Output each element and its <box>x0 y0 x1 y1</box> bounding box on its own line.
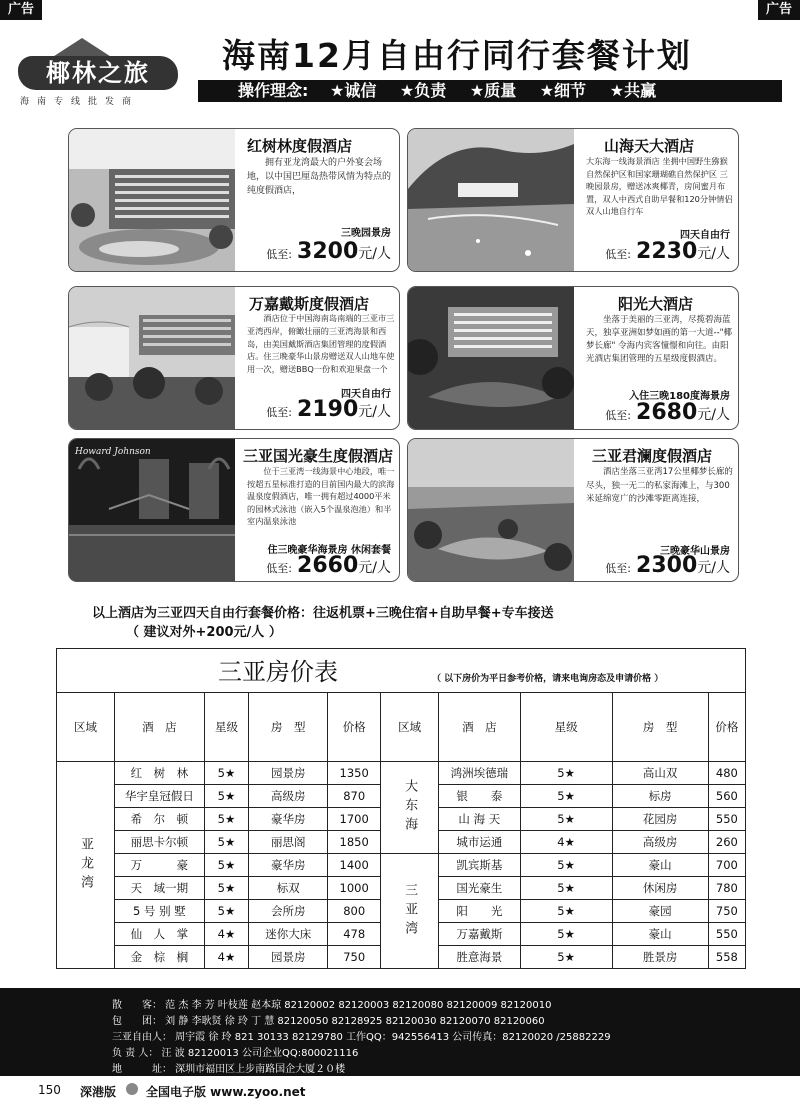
hotel-name: 阳光大酒店 <box>618 295 694 313</box>
logo-subtitle: 海南专线批发商 <box>20 97 140 107</box>
hotel-room: 入住三晚180度海景房 <box>629 391 730 402</box>
hotel-desc: 坐落于美丽的三亚湾，尽揽碧海蓝天，独享亚洲如梦如画的第一大道--"椰梦长廊" 令海内宾客憧憬和向往。由阳光酒店集团管理的五星级度假酒店。 <box>586 315 733 364</box>
hotel-name: 三亚国光豪生度假酒店 <box>243 447 394 465</box>
price-cell: 1350 <box>328 762 381 785</box>
edition-label: 深港版 <box>80 1085 117 1099</box>
hotel-desc: 酒店坐落三亚湾17公里椰梦长廊的尽头，独一无二的私家海滩上，与300米延绵宽广的沙滩零距离连接， <box>586 467 733 504</box>
hotel-info <box>578 129 736 271</box>
hotel-room: 三晚园景房 <box>341 228 391 239</box>
hotel-cell: 国光豪生 <box>439 877 521 900</box>
price-prefix: 低至: <box>605 248 631 261</box>
hotel-card[interactable] <box>407 286 739 430</box>
hotel-price <box>605 400 730 425</box>
hotel-cell: 天 域一期 <box>115 877 205 900</box>
hotel-info <box>239 287 397 429</box>
hotel-price <box>605 239 730 264</box>
room-cell: 高山双 <box>612 762 708 785</box>
hotel-price <box>266 239 391 264</box>
room-cell: 豪华房 <box>249 854 328 877</box>
hotel-cell: 凯宾斯基 <box>439 854 521 877</box>
star-cell: 5★ <box>520 877 612 900</box>
price-cell: 1400 <box>328 854 381 877</box>
contact-line: 地 址： 深圳市福田区上步南路国企大厦２０楼 <box>112 1064 346 1075</box>
price-prefix: 低至: <box>266 562 292 575</box>
star-cell: 5★ <box>204 877 249 900</box>
hotel-card[interactable] <box>68 128 400 272</box>
hotel-photo <box>69 287 235 429</box>
contact-line: 负 责 人： 汪 波 82120013 公司企业QQ:800021116 <box>112 1048 359 1059</box>
hotel-card[interactable] <box>68 438 400 582</box>
room-cell: 园景房 <box>249 946 328 969</box>
hotel-card[interactable] <box>68 286 400 430</box>
price-cell: 1700 <box>328 808 381 831</box>
star-cell: 5★ <box>520 808 612 831</box>
contact-footer <box>0 988 800 1076</box>
price-cell: 800 <box>328 900 381 923</box>
hotel-desc: 拥有亚龙湾最大的户外宴会场地，以中国巴厘岛热带风情为特点的纯度假酒店， <box>247 158 392 196</box>
price-value: 2660 <box>297 553 359 578</box>
star-cell: 5★ <box>204 900 249 923</box>
col-header: 区域 <box>57 693 115 762</box>
hotel-cell: 5 号 别 墅 <box>115 900 205 923</box>
contact-line: 三亚自由人： 周宇霞 徐 玲 821 30133 82129780 工作QQ：942556413 公司传真：82120020 /25882229 <box>112 1032 611 1043</box>
hotel-cell: 丽思卡尔顿 <box>115 831 205 854</box>
slogan-item: ★诚信 <box>329 81 377 100</box>
slogan-item: ★共赢 <box>609 81 657 100</box>
hotel-cell: 鸿洲埃德瑞 <box>439 762 521 785</box>
hotel-info <box>578 287 736 429</box>
col-header: 区域 <box>381 693 439 762</box>
hotel-cell: 胜意海景 <box>439 946 521 969</box>
slogan-bar <box>198 80 782 102</box>
price-unit: 元/人 <box>358 560 391 576</box>
price-value: 2300 <box>636 553 698 578</box>
room-cell: 胜景房 <box>612 946 708 969</box>
hotel-info <box>239 129 397 271</box>
price-cell: 870 <box>328 785 381 808</box>
col-header: 星级 <box>520 693 612 762</box>
hotel-desc: 位于三亚湾一线海景中心地段，唯一按超五星标准打造的目前国内最大的滨海温泉度假酒店，唯一拥有超过4000平米的园林式泳池（嵌入5个温泉泡池）和半室内温泉泳池 <box>247 466 395 527</box>
star-cell: 5★ <box>520 854 612 877</box>
hotel-name: 山海天大酒店 <box>604 137 695 155</box>
room-cell: 豪园 <box>612 900 708 923</box>
room-cell: 园景房 <box>249 762 328 785</box>
star-cell: 5★ <box>204 854 249 877</box>
star-cell: 4★ <box>204 923 249 946</box>
hotel-cell: 希 尔 顿 <box>115 808 205 831</box>
hotel-room: 三晚豪华山景房 <box>660 546 730 557</box>
room-cell: 休闲房 <box>612 877 708 900</box>
star-cell: 5★ <box>204 808 249 831</box>
price-cell: 478 <box>328 923 381 946</box>
table-row <box>57 762 746 785</box>
hotel-photo <box>408 287 574 429</box>
hotel-photo <box>69 129 235 271</box>
slogan-item: ★质量 <box>469 81 517 100</box>
star-cell: 5★ <box>520 900 612 923</box>
hotel-desc: 酒店位于中国海南岛南端的三亚市三亚湾西岸，俯瞰壮丽的三亚湾海景和西岛，由美国戴斯酒店集团管理的度假酒店。住三晚豪华山景房赠送双人山地车使用一次，赠送BBQ一份和欢迎果盘一个 <box>247 313 395 375</box>
hotel-info <box>578 439 736 581</box>
region-cell: 三亚湾 <box>381 854 439 969</box>
price-cell: 260 <box>708 831 745 854</box>
price-value: 2230 <box>636 239 698 264</box>
room-cell: 标房 <box>612 785 708 808</box>
hotel-name: 万嘉戴斯度假酒店 <box>249 295 370 313</box>
price-prefix: 低至: <box>266 406 292 419</box>
ad-label-right: 广告 <box>758 0 800 20</box>
rate-table-note: （ 以下房价为平日参考价格，请来电询房态及申请价格 ） <box>432 674 664 684</box>
globe-icon <box>126 1083 138 1095</box>
hotel-photo <box>69 439 235 581</box>
room-cell: 花园房 <box>612 808 708 831</box>
price-cell: 550 <box>708 808 745 831</box>
hotel-cell: 万 豪 <box>115 854 205 877</box>
logo-name: 椰林之旅 <box>18 56 178 90</box>
hotel-cell: 银 泰 <box>439 785 521 808</box>
col-header: 价格 <box>708 693 745 762</box>
star-cell: 5★ <box>520 923 612 946</box>
hotel-cell: 红 树 林 <box>115 762 205 785</box>
table-header-row <box>57 693 746 762</box>
hotel-room: 四天自由行 <box>680 230 730 241</box>
col-header: 酒 店 <box>439 693 521 762</box>
contact-line: 散 客： 范 杰 李 芳 叶枝莲 赵本琼 82120002 82120003 82120080 82120009 82120010 <box>112 1000 552 1011</box>
hotel-photo <box>408 129 574 271</box>
price-unit: 元/人 <box>358 404 391 420</box>
star-cell: 5★ <box>520 946 612 969</box>
price-unit: 元/人 <box>358 246 391 262</box>
star-cell: 5★ <box>520 785 612 808</box>
star-cell: 5★ <box>520 762 612 785</box>
hotel-cell: 万嘉戴斯 <box>439 923 521 946</box>
price-cell: 558 <box>708 946 745 969</box>
hotel-name: 红树林度假酒店 <box>247 137 353 155</box>
hotel-desc: 大东海一线海景酒店 坐拥中国野生猕猴自然保护区和国家珊瑚礁自然保护区 三晚园景房，赠送冰爽椰青，房间蜜月布置，双人中西式自助早餐和120分钟情侣双人山地自行车 <box>586 156 733 216</box>
price-prefix: 低至: <box>605 409 631 422</box>
room-cell: 豪华房 <box>249 808 328 831</box>
package-note: 以上酒店为三亚四天自由行套餐价格：往返机票+三晚住宿+自助早餐+专车接送 <box>92 606 554 621</box>
hotel-cell: 金 棕 榈 <box>115 946 205 969</box>
hotel-cell: 阳 光 <box>439 900 521 923</box>
price-unit: 元/人 <box>697 407 730 423</box>
price-cell: 700 <box>708 854 745 877</box>
price-cell: 750 <box>328 946 381 969</box>
star-cell: 5★ <box>204 785 249 808</box>
hotel-price <box>266 397 391 422</box>
room-cell: 豪山 <box>612 854 708 877</box>
hotel-price <box>266 553 391 578</box>
price-value: 2190 <box>297 397 359 422</box>
col-header: 房 型 <box>612 693 708 762</box>
room-cell: 豪山 <box>612 923 708 946</box>
hotel-cell: 城市运通 <box>439 831 521 854</box>
hotel-card[interactable] <box>407 128 739 272</box>
site-label: 全国电子版 www.zyoo.net <box>146 1085 306 1099</box>
hotel-cell: 山 海 天 <box>439 808 521 831</box>
page-title: 海南12月自由行同行套餐计划 <box>222 36 692 75</box>
price-cell: 1000 <box>328 877 381 900</box>
slogan-lead: 操作理念: <box>238 81 309 100</box>
hotel-room: 四天自由行 <box>341 389 391 400</box>
room-cell: 会所房 <box>249 900 328 923</box>
region-cell: 大东海 <box>381 762 439 854</box>
price-prefix: 低至: <box>266 248 292 261</box>
price-value: 3200 <box>297 239 359 264</box>
price-cell: 550 <box>708 923 745 946</box>
contact-line: 包 团： 刘 静 李耿贤 徐 玲 丁 慧 82120050 82128925 82120030 82120070 82120060 <box>112 1016 545 1027</box>
hotel-name: 三亚君澜度假酒店 <box>592 447 713 465</box>
col-header: 价格 <box>328 693 381 762</box>
price-value: 2680 <box>636 400 698 425</box>
hotel-card[interactable] <box>407 438 739 582</box>
hotel-cell: 仙 人 掌 <box>115 923 205 946</box>
star-cell: 5★ <box>204 831 249 854</box>
hotel-room: 住三晚豪华海景房 休闲套餐 <box>267 545 391 556</box>
slogan-item: ★负责 <box>399 81 447 100</box>
price-cell: 780 <box>708 877 745 900</box>
room-cell: 高级房 <box>249 785 328 808</box>
suggest-note: （ 建议对外+200元/人 ） <box>126 625 282 640</box>
price-unit: 元/人 <box>697 560 730 576</box>
price-cell: 750 <box>708 900 745 923</box>
page-number: 150 <box>38 1083 61 1097</box>
room-cell: 标双 <box>249 877 328 900</box>
hotel-price <box>605 553 730 578</box>
hotel-photo <box>408 439 574 581</box>
room-cell: 丽思阁 <box>249 831 328 854</box>
price-cell: 560 <box>708 785 745 808</box>
col-header: 酒 店 <box>115 693 205 762</box>
ad-label-left: 广告 <box>0 0 42 20</box>
star-cell: 5★ <box>204 762 249 785</box>
price-prefix: 低至: <box>605 562 631 575</box>
col-header: 房 型 <box>249 693 328 762</box>
table-row <box>57 854 746 877</box>
star-cell: 4★ <box>520 831 612 854</box>
rate-table-title: 三亚房价表 <box>218 658 338 686</box>
price-cell: 1850 <box>328 831 381 854</box>
slogan-item: ★细节 <box>539 81 587 100</box>
hotel-info <box>239 439 397 581</box>
star-cell: 4★ <box>204 946 249 969</box>
room-cell: 高级房 <box>612 831 708 854</box>
photo-caption: Howard Johnson <box>75 447 151 457</box>
rate-table <box>56 692 746 969</box>
region-cell: 亚龙湾 <box>57 762 115 969</box>
price-cell: 480 <box>708 762 745 785</box>
price-unit: 元/人 <box>697 246 730 262</box>
col-header: 星级 <box>204 693 249 762</box>
logo <box>18 36 186 106</box>
room-cell: 迷你大床 <box>249 923 328 946</box>
hotel-cell: 华宇皇冠假日 <box>115 785 205 808</box>
